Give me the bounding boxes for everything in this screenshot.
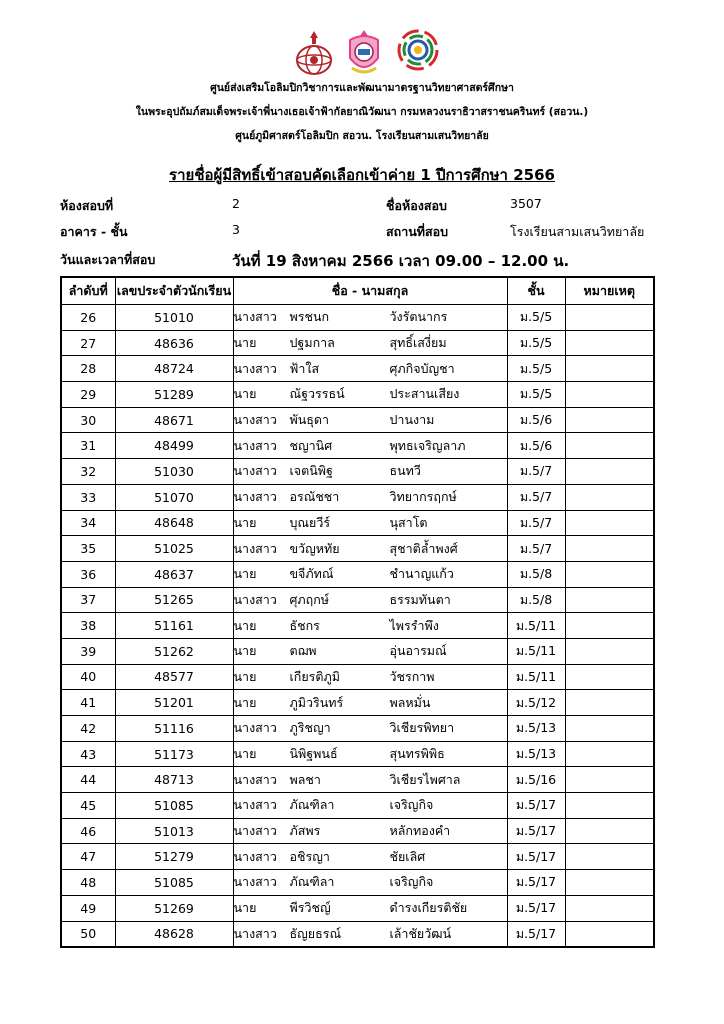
- note: [565, 305, 654, 331]
- student-name: [233, 459, 507, 485]
- row-number: 37: [61, 587, 115, 613]
- table-row: [61, 587, 654, 613]
- last-name: เล้าชัยวัฒน์: [389, 925, 452, 941]
- posn-logo-icon: [292, 28, 336, 78]
- student-name: [233, 767, 507, 793]
- last-name: ธนทวี: [389, 463, 421, 479]
- student-name: [233, 921, 507, 947]
- row-number: 39: [61, 638, 115, 664]
- col-header-note: หมายเหตุ: [565, 277, 654, 305]
- row-number: 45: [61, 793, 115, 819]
- student-id: 48628: [115, 921, 233, 947]
- first-name: ฟ้าใส: [289, 360, 320, 376]
- last-name: ไพรรำพึง: [389, 617, 439, 633]
- student-id: 51070: [115, 484, 233, 510]
- name-prefix: นางสาว: [233, 463, 277, 479]
- name-prefix: นางสาว: [233, 874, 277, 890]
- student-id: 51265: [115, 587, 233, 613]
- row-number: 30: [61, 407, 115, 433]
- note: [565, 870, 654, 896]
- last-name: วิเชียรพิทยา: [389, 720, 455, 736]
- student-name: [233, 407, 507, 433]
- name-prefix: นางสาว: [233, 360, 277, 376]
- class-level: ม.5/13: [507, 741, 565, 767]
- class-level: ม.5/5: [507, 305, 565, 331]
- student-name: [233, 330, 507, 356]
- last-name: ประสานเสียง: [389, 386, 460, 402]
- student-name: [233, 741, 507, 767]
- row-number: 49: [61, 895, 115, 921]
- first-name: ขวัญหทัย: [289, 540, 340, 556]
- row-number: 28: [61, 356, 115, 382]
- student-id: 51269: [115, 895, 233, 921]
- room-name-label: ชื่อห้องสอบ: [386, 198, 447, 213]
- student-id: 51085: [115, 793, 233, 819]
- class-level: ม.5/5: [507, 382, 565, 408]
- student-name: [233, 716, 507, 742]
- table-row: [61, 921, 654, 947]
- student-name: [233, 536, 507, 562]
- row-number: 50: [61, 921, 115, 947]
- note: [565, 510, 654, 536]
- table-row: [61, 382, 654, 408]
- student-id: 48671: [115, 407, 233, 433]
- class-level: ม.5/11: [507, 664, 565, 690]
- student-name: [233, 818, 507, 844]
- note: [565, 690, 654, 716]
- student-name: [233, 305, 507, 331]
- student-id: 51013: [115, 818, 233, 844]
- student-id: 51030: [115, 459, 233, 485]
- last-name: หลักทองคำ: [389, 823, 451, 839]
- last-name: ปานงาม: [389, 412, 435, 428]
- last-name: ชำนาญแก้ว: [389, 566, 454, 582]
- row-number: 48: [61, 870, 115, 896]
- table-row: [61, 664, 654, 690]
- student-id: 51085: [115, 870, 233, 896]
- name-prefix: นาย: [233, 746, 257, 762]
- note: [565, 844, 654, 870]
- row-number: 46: [61, 818, 115, 844]
- student-name: [233, 561, 507, 587]
- name-prefix: นางสาว: [233, 591, 277, 607]
- table-row: [61, 793, 654, 819]
- student-name: [233, 664, 507, 690]
- student-name: [233, 356, 507, 382]
- name-prefix: นาย: [233, 386, 257, 402]
- table-row: [61, 459, 654, 485]
- note: [565, 921, 654, 947]
- note: [565, 330, 654, 356]
- header-line-3: ศูนย์ภูมิศาสตร์โอลิมปิก สอวน. โรงเรียนสามเสนวิทยาลัย: [235, 130, 489, 142]
- room-name-value: 3507: [510, 196, 542, 211]
- table-row: [61, 613, 654, 639]
- note: [565, 459, 654, 485]
- note: [565, 818, 654, 844]
- student-id: 51161: [115, 613, 233, 639]
- student-id: 51010: [115, 305, 233, 331]
- class-level: ม.5/7: [507, 484, 565, 510]
- student-id: 51173: [115, 741, 233, 767]
- note: [565, 613, 654, 639]
- table-row: [61, 767, 654, 793]
- name-prefix: นาย: [233, 643, 257, 659]
- table-row: [61, 818, 654, 844]
- name-prefix: นาย: [233, 335, 257, 351]
- student-name: [233, 613, 507, 639]
- table-row: [61, 510, 654, 536]
- last-name: เจริญกิจ: [389, 874, 434, 890]
- table-row: [61, 638, 654, 664]
- student-name: [233, 638, 507, 664]
- note: [565, 484, 654, 510]
- name-prefix: นาย: [233, 900, 257, 916]
- student-id: 51262: [115, 638, 233, 664]
- first-name: ภูริชญา: [289, 720, 331, 736]
- last-name: เจริญกิจ: [389, 797, 434, 813]
- note: [565, 587, 654, 613]
- samsen-school-logo-icon: [344, 28, 384, 78]
- table-row: [61, 716, 654, 742]
- row-number: 26: [61, 305, 115, 331]
- last-name: วังรัตนากร: [389, 309, 448, 325]
- candidate-table: [60, 276, 655, 948]
- class-level: ม.5/8: [507, 587, 565, 613]
- first-name: อรณัชชา: [289, 489, 340, 505]
- datetime-label: วันและเวลาที่สอบ: [60, 252, 156, 267]
- name-prefix: นาย: [233, 668, 257, 684]
- first-name: บุณยวีร์: [289, 514, 331, 530]
- name-prefix: นางสาว: [233, 720, 277, 736]
- last-name: วิเชียรไพศาล: [389, 771, 461, 787]
- first-name: พีรวิชญ์: [289, 900, 331, 916]
- olympiad-rings-logo-icon: [396, 28, 440, 72]
- name-prefix: นางสาว: [233, 412, 277, 428]
- row-number: 43: [61, 741, 115, 767]
- note: [565, 767, 654, 793]
- table-row: [61, 561, 654, 587]
- last-name: สุชาติล้ำพงศ์: [389, 540, 458, 556]
- student-id: 51289: [115, 382, 233, 408]
- note: [565, 741, 654, 767]
- last-name: สุนทรพิพิธ: [389, 746, 445, 762]
- student-id: 48577: [115, 664, 233, 690]
- col-header-class: ชั้น: [507, 277, 565, 305]
- row-number: 44: [61, 767, 115, 793]
- student-name: [233, 587, 507, 613]
- last-name: สุทธิ์เสงี่ยม: [389, 335, 447, 351]
- name-prefix: นาย: [233, 617, 257, 633]
- first-name: ธัญยธรณ์: [289, 925, 342, 941]
- row-number: 31: [61, 433, 115, 459]
- logo-row: [0, 28, 724, 78]
- class-level: ม.5/12: [507, 690, 565, 716]
- class-level: ม.5/16: [507, 767, 565, 793]
- note: [565, 536, 654, 562]
- last-name: นุสาโต: [389, 514, 428, 530]
- name-prefix: นางสาว: [233, 489, 277, 505]
- building-label: อาคาร - ชั้น: [60, 224, 128, 239]
- note: [565, 895, 654, 921]
- name-prefix: นางสาว: [233, 823, 277, 839]
- last-name: ชัยเลิศ: [389, 848, 426, 864]
- class-level: ม.5/7: [507, 510, 565, 536]
- first-name: ธัชกร: [289, 617, 320, 633]
- name-prefix: นางสาว: [233, 771, 277, 787]
- first-name: พันธุดา: [289, 412, 330, 428]
- class-level: ม.5/13: [507, 716, 565, 742]
- row-number: 27: [61, 330, 115, 356]
- col-header-no: ลำดับที่: [61, 277, 115, 305]
- class-level: ม.5/17: [507, 844, 565, 870]
- first-name: เจตนิพิฐ: [289, 463, 333, 479]
- first-name: พรชนก: [289, 309, 330, 325]
- table-row: [61, 330, 654, 356]
- class-level: ม.5/17: [507, 818, 565, 844]
- last-name: วัชรกาพ: [389, 668, 435, 684]
- row-number: 47: [61, 844, 115, 870]
- student-name: [233, 895, 507, 921]
- first-name: ชญานิศ: [289, 437, 333, 453]
- first-name: ภูมิวรินทร์: [289, 694, 344, 710]
- document-title: รายชื่อผู้มีสิทธิ์เข้าสอบคัดเลือกเข้าค่าย 1 ปีการศึกษา 2566: [169, 166, 555, 184]
- first-name: ขจีภัทณ์: [289, 566, 334, 582]
- student-name: [233, 793, 507, 819]
- col-header-student-id: เลขประจำตัวนักเรียน: [115, 277, 233, 305]
- student-id: 48713: [115, 767, 233, 793]
- table-row: [61, 895, 654, 921]
- name-prefix: นาย: [233, 514, 257, 530]
- row-number: 33: [61, 484, 115, 510]
- student-id: 48636: [115, 330, 233, 356]
- row-number: 32: [61, 459, 115, 485]
- row-number: 36: [61, 561, 115, 587]
- class-level: ม.5/11: [507, 613, 565, 639]
- table-header-row: [61, 277, 654, 305]
- class-level: ม.5/8: [507, 561, 565, 587]
- datetime-value: วันที่ 19 สิงหาคม 2566 เวลา 09.00 – 12.00 น.: [232, 252, 570, 270]
- student-id: 51279: [115, 844, 233, 870]
- row-number: 29: [61, 382, 115, 408]
- student-id: 48724: [115, 356, 233, 382]
- name-prefix: นางสาว: [233, 797, 277, 813]
- student-name: [233, 870, 507, 896]
- last-name: อุ่นอารมณ์: [389, 643, 447, 659]
- row-number: 38: [61, 613, 115, 639]
- note: [565, 664, 654, 690]
- name-prefix: นาย: [233, 694, 257, 710]
- name-prefix: นางสาว: [233, 309, 277, 325]
- table-row: [61, 433, 654, 459]
- row-number: 35: [61, 536, 115, 562]
- student-name: [233, 844, 507, 870]
- first-name: ณัฐวรรธน์: [289, 386, 345, 402]
- class-level: ม.5/17: [507, 921, 565, 947]
- class-level: ม.5/7: [507, 459, 565, 485]
- name-prefix: นางสาว: [233, 540, 277, 556]
- name-prefix: นางสาว: [233, 848, 277, 864]
- class-level: ม.5/5: [507, 330, 565, 356]
- organization-header: [0, 76, 724, 148]
- table-row: [61, 305, 654, 331]
- table-row: [61, 484, 654, 510]
- header-line-1: ศูนย์ส่งเสริมโอลิมปิกวิชาการและพัฒนามาตรฐานวิทยาศาสตร์ศึกษา: [210, 82, 514, 94]
- class-level: ม.5/6: [507, 407, 565, 433]
- student-id: 48499: [115, 433, 233, 459]
- note: [565, 382, 654, 408]
- header-line-2: ในพระอุปถัมภ์สมเด็จพระเจ้าพี่นางเธอเจ้าฟ้ากัลยาณิวัฒนา กรมหลวงนราธิวาสราชนครินทร์ (สอวน.): [135, 106, 589, 118]
- row-number: 40: [61, 664, 115, 690]
- table-row: [61, 536, 654, 562]
- note: [565, 561, 654, 587]
- class-level: ม.5/17: [507, 870, 565, 896]
- last-name: พุทธเจริญลาภ: [389, 437, 466, 453]
- student-id: 51116: [115, 716, 233, 742]
- last-name: พลหมั่น: [389, 694, 431, 710]
- row-number: 42: [61, 716, 115, 742]
- class-level: ม.5/5: [507, 356, 565, 382]
- building-value: 3: [232, 222, 240, 237]
- note: [565, 407, 654, 433]
- first-name: พลชา: [289, 771, 321, 787]
- row-number: 41: [61, 690, 115, 716]
- last-name: ศุภกิจบัญชา: [389, 360, 455, 376]
- first-name: ตฌพ: [289, 643, 317, 659]
- student-id: 51201: [115, 690, 233, 716]
- row-number: 34: [61, 510, 115, 536]
- student-name: [233, 382, 507, 408]
- student-id: 51025: [115, 536, 233, 562]
- first-name: ภัสพร: [289, 823, 321, 839]
- student-name: [233, 484, 507, 510]
- student-name: [233, 433, 507, 459]
- table-row: [61, 870, 654, 896]
- note: [565, 716, 654, 742]
- note: [565, 433, 654, 459]
- first-name: เกียรติภูมิ: [289, 668, 340, 684]
- last-name: ธรรมทันตา: [389, 591, 451, 607]
- class-level: ม.5/17: [507, 793, 565, 819]
- table-row: [61, 407, 654, 433]
- student-id: 48648: [115, 510, 233, 536]
- class-level: ม.5/17: [507, 895, 565, 921]
- table-body: [61, 305, 654, 948]
- first-name: อชิรญา: [289, 848, 330, 864]
- name-prefix: นางสาว: [233, 437, 277, 453]
- table-row: [61, 844, 654, 870]
- last-name: วิทยากรฤกษ์: [389, 489, 457, 505]
- note: [565, 356, 654, 382]
- first-name: นิพิฐพนธ์: [289, 746, 338, 762]
- class-level: ม.5/11: [507, 638, 565, 664]
- name-prefix: นาย: [233, 566, 257, 582]
- table-row: [61, 356, 654, 382]
- venue-label: สถานที่สอบ: [386, 224, 449, 239]
- name-prefix: นางสาว: [233, 925, 277, 941]
- table-row: [61, 690, 654, 716]
- first-name: ศุภฤกษ์: [289, 591, 330, 607]
- first-name: ภัณฑิลา: [289, 874, 335, 890]
- class-level: ม.5/6: [507, 433, 565, 459]
- student-id: 48637: [115, 561, 233, 587]
- venue-value: โรงเรียนสามเสนวิทยาลัย: [510, 224, 645, 239]
- table-row: [61, 741, 654, 767]
- room-no-label: ห้องสอบที่: [60, 198, 114, 213]
- student-name: [233, 690, 507, 716]
- first-name: ภัณฑิลา: [289, 797, 335, 813]
- first-name: ปฐมกาล: [289, 335, 335, 351]
- last-name: ดำรงเกียรติชัย: [389, 900, 468, 916]
- room-no-value: 2: [232, 196, 240, 211]
- student-name: [233, 510, 507, 536]
- note: [565, 638, 654, 664]
- note: [565, 793, 654, 819]
- class-level: ม.5/7: [507, 536, 565, 562]
- col-header-name: ชื่อ - นามสกุล: [233, 277, 507, 305]
